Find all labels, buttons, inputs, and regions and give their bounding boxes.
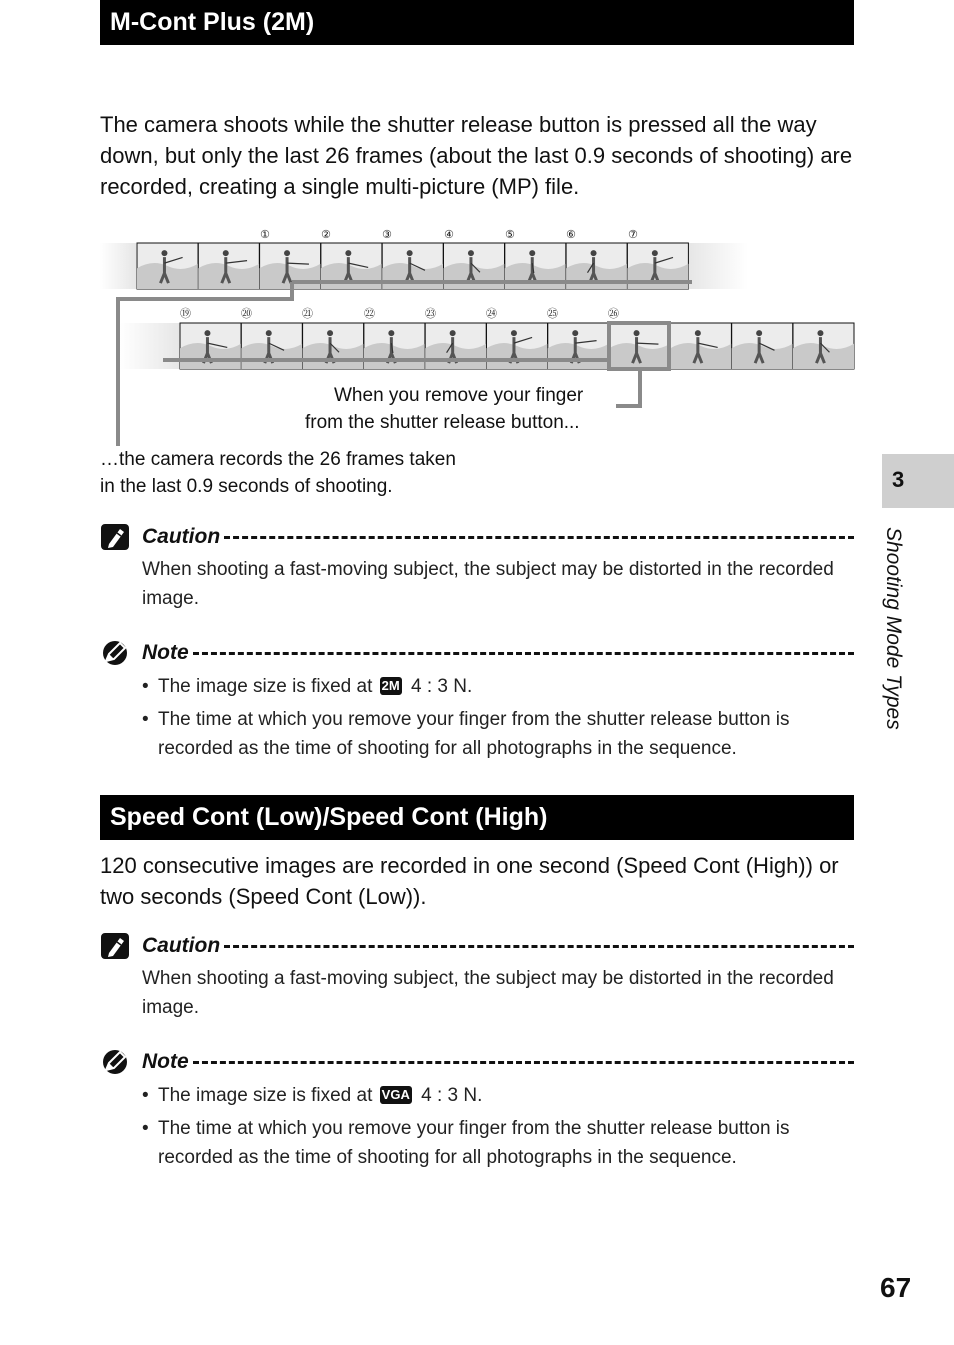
frame-number: ㉔	[486, 308, 497, 320]
note-title: Note	[142, 1050, 189, 1073]
frame-number: ⑤	[505, 229, 515, 241]
frame-number: ⑲	[180, 308, 191, 320]
caution-text: When shooting a fast-moving subject, the subject may be distorted in the recorded image.	[142, 559, 834, 609]
top-frame-numbers	[260, 229, 638, 241]
list-item: • The time at which you remove your finger from the shutter release button is recorded as the time of shooting for all photographs in the sequence.	[142, 1118, 790, 1168]
note-box	[100, 638, 854, 767]
caution-divider	[224, 536, 854, 547]
photo-frame	[487, 323, 548, 369]
bottom-frame-numbers	[180, 307, 619, 320]
note-divider	[193, 1061, 854, 1072]
photo-frame	[670, 323, 731, 369]
frame-number: ⑳	[241, 308, 252, 320]
note-box	[100, 1047, 854, 1176]
frame-number: ㉖	[608, 308, 619, 320]
caution-box	[100, 522, 854, 613]
photo-frame	[425, 323, 486, 369]
note-item-text: The time at which you remove your finger from the shutter release button is recorded as the time of shooting for all photographs in the sequence.	[158, 1118, 790, 1168]
note-header	[100, 638, 854, 668]
records-caption-line: in the last 0.9 seconds of shooting.	[100, 476, 393, 497]
photo-frame	[732, 323, 793, 369]
caution-box	[100, 931, 854, 1022]
frame-number: ①	[260, 229, 270, 241]
note-item-text: 4 : 3 N.	[421, 1085, 483, 1106]
bottom-strip-fade-left	[120, 323, 180, 369]
release-pointer-line	[616, 369, 640, 406]
caution-divider	[224, 945, 854, 956]
list-item: • The time at which you remove your finger from the shutter release button is recorded as the time of shooting for all photographs in the sequence.	[142, 709, 790, 759]
frame-number: ④	[444, 229, 454, 241]
caution-header	[100, 931, 854, 961]
release-caption	[305, 382, 584, 436]
caution-pencil-icon	[100, 932, 130, 960]
photo-frame	[793, 323, 854, 369]
mcont-intro-text: The camera shoots while the shutter release button is pressed all the way down, but only the last 26 frames (about the last 0.9 seconds of shooting) are recorded, creating a single multi-picture (MP) file.	[100, 112, 853, 199]
photo-frame	[548, 323, 609, 369]
frame-number: ㉒	[364, 308, 375, 320]
chapter-title: Shooting Mode Types	[882, 527, 905, 730]
release-caption-line: from the shutter release button...	[305, 412, 580, 433]
section-header-speed-cont	[100, 795, 854, 840]
caution-title: Caution	[142, 525, 221, 548]
note-item-text: The time at which you remove your finger from the shutter release button is recorded as the time of shooting for all photographs in the sequence.	[158, 709, 790, 759]
records-caption-line: …the camera records the 26 frames taken	[100, 449, 456, 470]
photo-frame	[241, 323, 302, 369]
release-caption-line: When you remove your finger	[334, 385, 584, 406]
note-list	[100, 1081, 854, 1172]
note-item-text: 4 : 3 N.	[411, 676, 473, 697]
list-item: • The image size is fixed at VGA 4 : 3 N.	[142, 1085, 483, 1106]
bottom-frames	[180, 323, 854, 369]
chapter-number: 3	[892, 467, 905, 492]
photo-frame	[180, 323, 241, 369]
note-list	[100, 672, 854, 763]
section-header-mcont-plus	[100, 0, 854, 45]
note-title: Note	[142, 641, 189, 664]
note-header	[100, 1047, 854, 1077]
frame-number: ㉓	[425, 308, 436, 320]
note-divider	[193, 652, 854, 663]
caution-pencil-icon	[100, 523, 130, 551]
image-size-vga-icon: VGA	[381, 1087, 410, 1102]
frame-number: ③	[382, 229, 392, 241]
note-item-text: The image size is fixed at	[158, 676, 373, 697]
photo-frame	[303, 323, 364, 369]
frame-number: ⑦	[628, 229, 638, 241]
page-number: 67	[880, 1272, 912, 1303]
list-item: • The image size is fixed at 2M 4 : 3 N.	[142, 676, 473, 697]
section-title: M-Cont Plus (2M)	[110, 8, 315, 36]
photo-frame	[198, 243, 259, 289]
note-pencil-icon	[100, 639, 130, 667]
records-caption	[100, 446, 456, 500]
chapter-tab	[882, 454, 954, 508]
frame-number: ㉑	[302, 308, 313, 320]
speed-cont-intro-text: 120 consecutive images are recorded in one second (Speed Cont (High)) or two seconds (Speed Cont (Low)).	[100, 853, 839, 909]
caution-title: Caution	[142, 934, 221, 957]
image-size-2m-icon: 2M	[381, 678, 400, 693]
caution-text: When shooting a fast-moving subject, the subject may be distorted in the recorded image.	[142, 968, 834, 1018]
frame-number: ②	[321, 229, 331, 241]
top-strip-fade-right	[688, 243, 748, 289]
photo-frame	[364, 323, 425, 369]
photo-frame	[609, 323, 670, 369]
frame-number: ⑥	[566, 229, 576, 241]
top-strip-fade-left	[100, 243, 136, 289]
caution-header	[100, 522, 854, 552]
note-pencil-icon	[100, 1048, 130, 1076]
note-item-text: The image size is fixed at	[158, 1085, 373, 1106]
section-title: Speed Cont (Low)/Speed Cont (High)	[110, 803, 548, 831]
frame-number: ㉕	[547, 308, 558, 320]
photo-frame	[137, 243, 198, 289]
